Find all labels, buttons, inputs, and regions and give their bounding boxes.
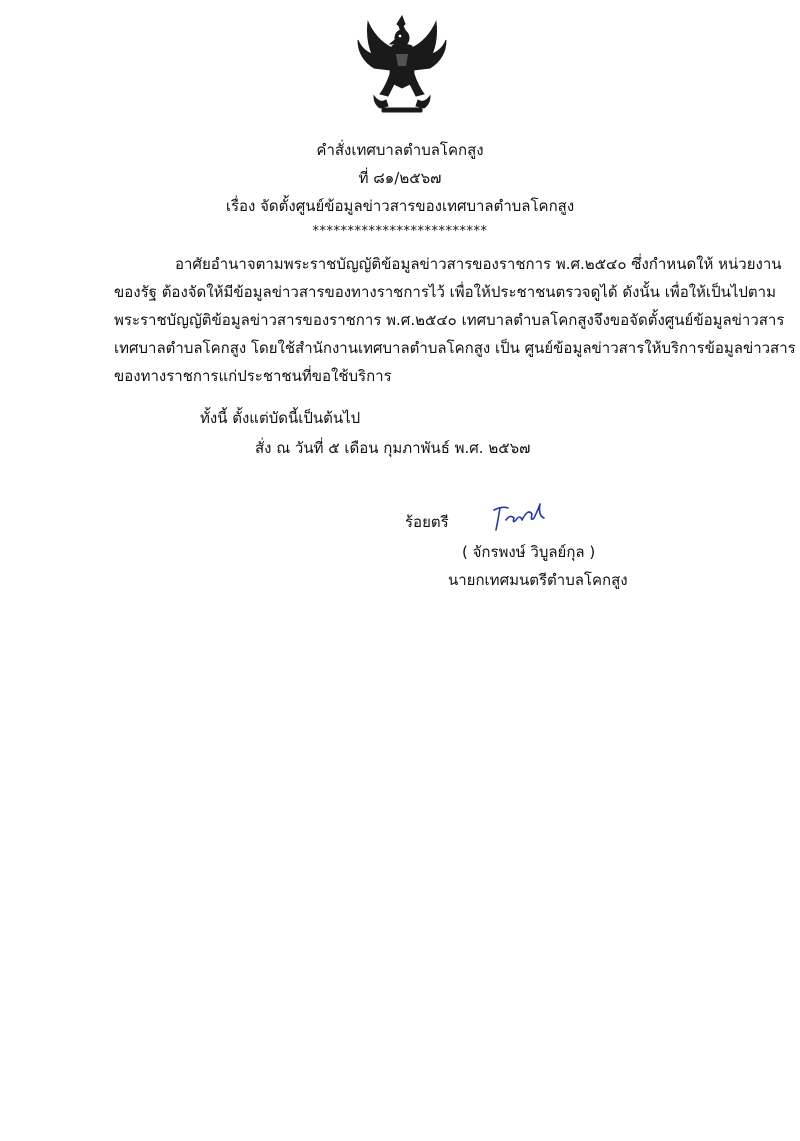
- body-line: พระราชบัญญัติข้อมูลข่าวสารของราชการ พ.ศ.๒๕๔๐ เทศบาลตำบลโคกสูงจึงขอจัดตั้งศูนย์ข้อมูลข่าวสาร: [114, 311, 785, 329]
- effective-statement: ทั้งนี้ ตั้งแต่บัดนี้เป็นต้นไป: [200, 409, 361, 427]
- order-number: ที่ ๘๑/๒๕๖๗: [358, 169, 442, 187]
- garuda-emblem-icon: [352, 14, 452, 120]
- signer-position: นายกเทศมนตรีตำบลโคกสูง: [448, 571, 628, 589]
- body-line: เทศบาลตำบลโคกสูง โดยใช้สำนักงานเทศบาลตำบลโคกสูง เป็น ศูนย์ข้อมูลข่าวสารให้บริการข้อมูลข่าวสาร: [114, 339, 796, 357]
- order-subject: เรื่อง จัดตั้งศูนย์ข้อมูลข่าวสารของเทศบาลตำบลโคกสูง: [225, 197, 575, 215]
- separator-line: *************************: [312, 224, 488, 239]
- order-title: คำสั่งเทศบาลตำบลโคกสูง: [316, 141, 484, 159]
- signer-rank: ร้อยตรี: [405, 513, 449, 531]
- body-line: ของทางราชการแก่ประชาชนที่ขอใช้บริการ: [114, 367, 392, 385]
- body-line: ของรัฐ ต้องจัดให้มีข้อมูลข่าวสารของทางราชการไว้ เพื่อให้ประชาชนตรวจดูได้ ดังนั้น เพื่อให้เป็นไปตาม: [114, 283, 776, 301]
- order-date: สั่ง ณ วันที่ ๕ เดือน กุมภาพันธ์ พ.ศ. ๒๕๖๗: [255, 439, 531, 457]
- signer-name: ( จักรพงษ์ วิบูลย์กุล ): [462, 543, 596, 561]
- handwritten-signature-icon: [488, 500, 550, 534]
- body-line: อาศัยอำนาจตามพระราชบัญญัติข้อมูลข่าวสารของราชการ พ.ศ.๒๕๔๐ ซึ่งกำหนดให้ หน่วยงาน: [175, 255, 782, 273]
